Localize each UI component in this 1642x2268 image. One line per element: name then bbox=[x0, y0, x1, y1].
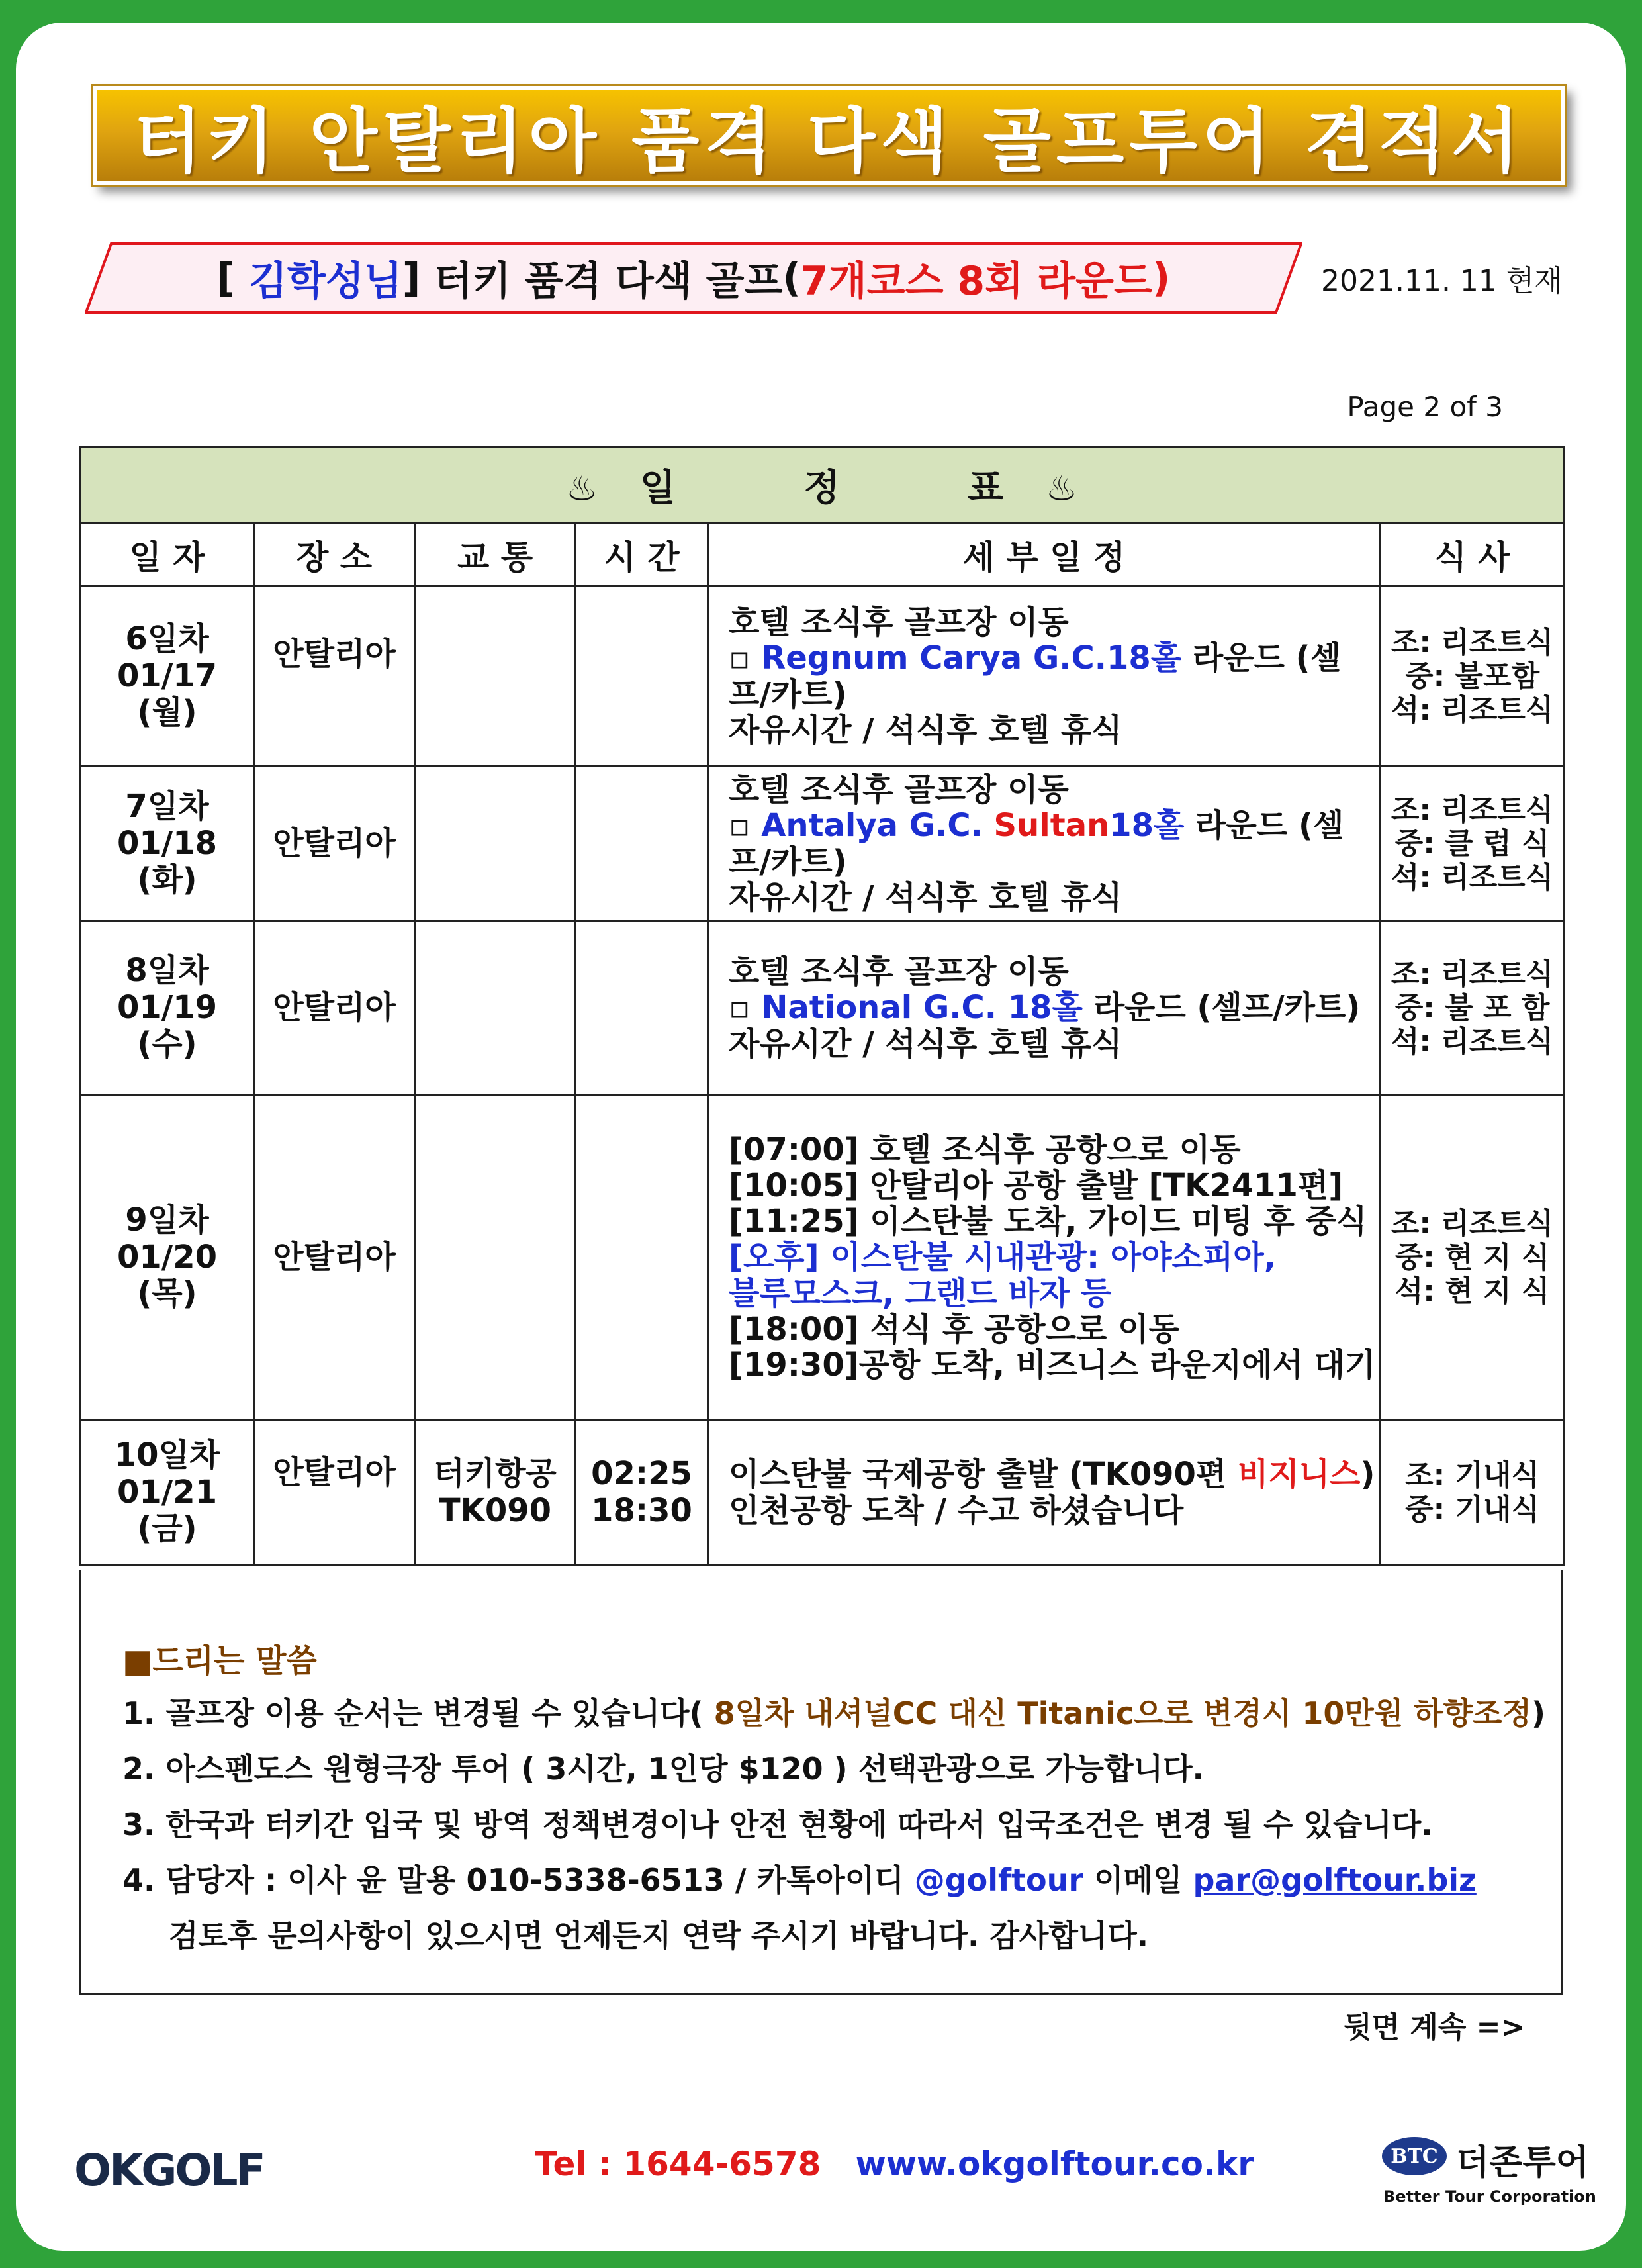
detail-text: 18홀 bbox=[1109, 807, 1185, 845]
detail-line bbox=[729, 1456, 1379, 1492]
cell-line: 01/20 bbox=[116, 1238, 218, 1276]
cell-line: 중: 기내식 bbox=[1405, 1492, 1539, 1527]
note-5: 검토후 문의사항이 있으시면 언제든지 연락 주시기 바랍니다. 감사합니다. bbox=[169, 1918, 1149, 1954]
place-cell bbox=[254, 1421, 415, 1565]
detail-text: 블루모스크, 그랜드 바자 등 bbox=[729, 1274, 1112, 1312]
details-cell bbox=[708, 767, 1381, 921]
cell-line: 조: 리조트식 bbox=[1391, 1206, 1554, 1241]
cell-line: 9일차 bbox=[125, 1201, 209, 1239]
col-header-meals: 식 사 bbox=[1381, 523, 1565, 587]
detail-text: 자유시간 / 석식후 호텔 휴식 bbox=[729, 711, 1122, 749]
meals-cell bbox=[1381, 587, 1565, 767]
continue-label: 뒷면 계속 => bbox=[1344, 2010, 1526, 2044]
cell-line: (목) bbox=[137, 1275, 197, 1313]
details-cell bbox=[708, 921, 1381, 1095]
day-cell bbox=[81, 767, 254, 921]
tour-name: 터키 품격 다색 골프 bbox=[434, 258, 783, 305]
detail-line bbox=[729, 1276, 1379, 1311]
cell-line: 01/17 bbox=[116, 657, 218, 694]
note-2: 2. 아스펜도스 원형극장 투어 ( 3시간, 1인당 $120 ) 선택관광으로 가능합니다. bbox=[122, 1751, 1205, 1787]
detail-text: [11:25] 이스탄불 도착, 가이드 미팅 후 중식 bbox=[729, 1203, 1367, 1241]
notes-section bbox=[79, 1570, 1563, 1995]
cell-line: 조: 리조트식 bbox=[1391, 792, 1554, 827]
cell-line: (월) bbox=[137, 694, 197, 732]
notes-heading: ■드리는 말씀 bbox=[122, 1642, 317, 1679]
time-cell bbox=[576, 1095, 708, 1421]
detail-text: [오후] 이스탄불 시내관광: 아야소피아, bbox=[729, 1239, 1276, 1276]
schedule-table bbox=[79, 446, 1565, 1566]
cell-line: (화) bbox=[137, 861, 197, 899]
place-name: 안탈리아 bbox=[273, 1454, 396, 1491]
cell-line: 중: 클 럽 식 bbox=[1394, 826, 1550, 861]
detail-text: [07:00] 호텔 조식후 공항으로 이동 bbox=[729, 1131, 1241, 1168]
cell-line bbox=[576, 971, 707, 1008]
transport-cell bbox=[415, 1421, 576, 1565]
schedule-header bbox=[81, 448, 1565, 523]
day-cell bbox=[81, 587, 254, 767]
cell-line: 01/21 bbox=[116, 1473, 218, 1511]
cell-line: 01/19 bbox=[116, 988, 218, 1026]
detail-text: 라운드 (셀프/카트) bbox=[1082, 989, 1361, 1027]
detail-line bbox=[729, 880, 1379, 916]
cell-line: 조: 리조트식 bbox=[1391, 625, 1554, 659]
cell-line: (수) bbox=[137, 1025, 197, 1063]
detail-line bbox=[729, 954, 1379, 990]
col-header-time: 시 간 bbox=[576, 523, 708, 587]
btc-logo bbox=[1382, 2132, 1596, 2211]
cell-line: 석: 현 지 식 bbox=[1394, 1274, 1550, 1309]
detail-line bbox=[729, 604, 1379, 640]
cell-line: 조: 기내식 bbox=[1405, 1458, 1539, 1493]
schedule-row bbox=[81, 1095, 1565, 1421]
schedule-header-word: 일 bbox=[639, 466, 677, 510]
schedule-row bbox=[81, 587, 1565, 767]
detail-line bbox=[729, 1168, 1379, 1204]
schedule-header-word: 정 bbox=[803, 466, 841, 510]
detail-text: 비지니스 bbox=[1237, 1456, 1361, 1493]
place-name: 안탈리아 bbox=[273, 824, 396, 862]
subtitle-paren-close: ) bbox=[1152, 255, 1171, 301]
note-1-highlight: 8일차 내셔널CC 대신 Titanic으로 변경시 10만원 하향조정 bbox=[703, 1695, 1532, 1731]
column-header-row bbox=[81, 523, 1565, 587]
time-cell bbox=[576, 767, 708, 921]
cell-line bbox=[576, 677, 707, 714]
cell-line bbox=[576, 1221, 707, 1258]
cell-line: 중: 불포함 bbox=[1405, 659, 1539, 693]
cell-line bbox=[416, 677, 574, 714]
time-cell bbox=[576, 587, 708, 767]
bullet-icon: ▫ bbox=[729, 639, 751, 677]
detail-line bbox=[729, 1239, 1379, 1275]
transport-cell bbox=[415, 587, 576, 767]
cell-line: 8일차 bbox=[125, 951, 209, 989]
cell-line bbox=[416, 1008, 574, 1045]
cell-line: 02:25 bbox=[591, 1454, 692, 1492]
detail-text: 자유시간 / 석식후 호텔 휴식 bbox=[729, 878, 1122, 916]
detail-text: 인천공항 도착 / 수고 하셨습니다 bbox=[729, 1491, 1184, 1529]
subtitle-banner bbox=[85, 242, 1302, 314]
col-header-date: 일 자 bbox=[81, 523, 254, 587]
cell-line: 10일차 bbox=[114, 1436, 220, 1474]
phone-number: Tel : 1644-6578 bbox=[535, 2145, 821, 2183]
quote-date: 2021.11. 11 현재 bbox=[1321, 264, 1563, 298]
transport-cell bbox=[415, 1095, 576, 1421]
website-link[interactable]: www.okgolftour.co.kr bbox=[855, 2145, 1254, 2183]
cell-line: 중: 현 지 식 bbox=[1394, 1240, 1550, 1274]
detail-text: 호텔 조식후 골프장 이동 bbox=[729, 771, 1069, 809]
detail-text: 라운드 (셀프/카트) bbox=[729, 807, 1344, 880]
place-name: 안탈리아 bbox=[273, 1238, 396, 1276]
schedule-header-word: 표 bbox=[968, 466, 1005, 510]
cell-line bbox=[416, 844, 574, 881]
detail-text: 호텔 조식후 골프장 이동 bbox=[729, 953, 1069, 991]
detail-text: 라운드 (셀프/카트) bbox=[729, 639, 1341, 713]
detail-text: [18:00] 석식 후 공항으로 이동 bbox=[729, 1310, 1179, 1348]
meals-cell bbox=[1381, 1421, 1565, 1565]
detail-text: [19:30]공항 도착, 비즈니스 라운지에서 대기 bbox=[729, 1347, 1376, 1384]
cell-line bbox=[416, 807, 574, 844]
detail-text: [10:05] 안탈리아 공항 출발 [TK2411편] bbox=[729, 1166, 1344, 1204]
detail-text: Regnum Carya G.C.18홀 bbox=[750, 639, 1182, 677]
cell-line bbox=[576, 844, 707, 881]
meals-cell bbox=[1381, 1095, 1565, 1421]
detail-line bbox=[729, 808, 1379, 879]
cell-line: 7일차 bbox=[125, 787, 209, 825]
place-cell bbox=[254, 767, 415, 921]
note-3: 3. 한국과 터키간 입국 및 방역 정책변경이나 안전 현황에 따라서 입국조건은 변경 될 수 있습니다. bbox=[122, 1807, 1433, 1842]
cell-line: 중: 불 포 함 bbox=[1394, 990, 1550, 1025]
detail-line bbox=[729, 1311, 1379, 1347]
cell-line bbox=[576, 1258, 707, 1295]
schedule-row bbox=[81, 921, 1565, 1095]
cell-line: 석: 리조트식 bbox=[1391, 1025, 1554, 1059]
meals-cell bbox=[1381, 921, 1565, 1095]
detail-text: 자유시간 / 석식후 호텔 휴식 bbox=[729, 1025, 1122, 1063]
note-4: 4. 담당자 : 이사 윤 말용 010-5338-6513 / 카톡아이디 @golftour 이메일 par@golftour.biz bbox=[122, 1862, 1477, 1898]
cell-line bbox=[576, 1008, 707, 1045]
meals-cell bbox=[1381, 767, 1565, 921]
detail-line bbox=[729, 640, 1379, 712]
detail-text: 이스탄불 국제공항 출발 (TK090편 bbox=[729, 1456, 1238, 1493]
cell-line: 6일차 bbox=[125, 620, 209, 657]
place-name: 안탈리아 bbox=[273, 988, 396, 1026]
time-cell bbox=[576, 1421, 708, 1565]
detail-text: National G.C. 18홀 bbox=[750, 989, 1083, 1027]
detail-line bbox=[729, 1493, 1379, 1529]
cell-line: 18:30 bbox=[591, 1491, 692, 1529]
day-cell bbox=[81, 1421, 254, 1565]
cell-line bbox=[576, 807, 707, 844]
detail-line bbox=[729, 1132, 1379, 1168]
cell-line bbox=[416, 1258, 574, 1295]
details-cell bbox=[708, 1095, 1381, 1421]
details-cell bbox=[708, 1421, 1381, 1565]
place-name: 안탈리아 bbox=[273, 636, 396, 673]
detail-line bbox=[729, 1026, 1379, 1062]
cell-line: (금) bbox=[137, 1510, 197, 1548]
detail-line bbox=[729, 772, 1379, 808]
details-cell bbox=[708, 587, 1381, 767]
detail-line bbox=[729, 1347, 1379, 1383]
footer-contact bbox=[535, 2145, 1254, 2183]
bullet-icon: ▫ bbox=[729, 989, 751, 1027]
okgolf-logo: OKGOLF bbox=[74, 2145, 264, 2196]
day-cell bbox=[81, 1095, 254, 1421]
place-cell bbox=[254, 587, 415, 767]
schedule-row bbox=[81, 1421, 1565, 1565]
company-tagline: Better Tour Corporation bbox=[1383, 2187, 1596, 2206]
detail-line bbox=[729, 1204, 1379, 1239]
schedule-row bbox=[81, 767, 1565, 921]
cell-line bbox=[416, 971, 574, 1008]
note-1: 1. 골프장 이용 순서는 변경될 수 있습니다( 8일차 내셔널CC 대신 Titanic으로 변경시 10만원 하향조정) bbox=[122, 1695, 1546, 1731]
email-link[interactable]: par@golftour.biz bbox=[1193, 1862, 1477, 1898]
cell-line: 조: 리조트식 bbox=[1391, 957, 1554, 991]
company-name: 더존투어 bbox=[1456, 2143, 1589, 2183]
title-banner bbox=[93, 86, 1565, 185]
kakao-id: @golftour bbox=[914, 1862, 1084, 1898]
page-number: Page 2 of 3 bbox=[1347, 391, 1503, 423]
transport-cell bbox=[415, 921, 576, 1095]
detail-line bbox=[729, 712, 1379, 748]
customer-name: 김학성님 bbox=[248, 258, 402, 305]
cell-line bbox=[416, 1221, 574, 1258]
subtitle-bracket-close: ] bbox=[402, 255, 421, 301]
subtitle-paren-open: ( bbox=[782, 255, 801, 301]
place-cell bbox=[254, 1095, 415, 1421]
transport-cell bbox=[415, 767, 576, 921]
cell-line: 터키항공 bbox=[433, 1454, 557, 1492]
btc-badge: BTC bbox=[1382, 2137, 1447, 2175]
detail-text: 호텔 조식후 골프장 이동 bbox=[729, 604, 1069, 641]
detail-text: Sultan bbox=[993, 807, 1110, 845]
detail-text: Antalya G.C. bbox=[750, 807, 994, 845]
detail-text: ) bbox=[1360, 1456, 1375, 1493]
cell-line bbox=[576, 639, 707, 677]
col-header-place: 장 소 bbox=[254, 523, 415, 587]
course-summary: 7개코스 8회 라운드 bbox=[800, 258, 1152, 305]
bullet-icon: ▫ bbox=[729, 807, 751, 845]
col-header-details: 세 부 일 정 bbox=[708, 523, 1381, 587]
place-cell bbox=[254, 921, 415, 1095]
hot-spring-icon: ♨ bbox=[1045, 467, 1079, 509]
subtitle-text bbox=[85, 242, 1302, 314]
subtitle-bracket-open: [ bbox=[216, 255, 236, 301]
cell-line: 석: 리조트식 bbox=[1391, 861, 1554, 895]
day-cell bbox=[81, 921, 254, 1095]
cell-line: 석: 리조트식 bbox=[1391, 693, 1554, 728]
document-title: 터키 안탈리아 품격 다색 골프투어 견적서 bbox=[133, 101, 1525, 182]
cell-line: TK090 bbox=[438, 1491, 552, 1529]
hot-spring-icon: ♨ bbox=[565, 467, 600, 509]
time-cell bbox=[576, 921, 708, 1095]
cell-line bbox=[416, 639, 574, 677]
cell-line: 01/18 bbox=[116, 824, 218, 862]
col-header-transport: 교 통 bbox=[415, 523, 576, 587]
detail-line bbox=[729, 990, 1379, 1025]
